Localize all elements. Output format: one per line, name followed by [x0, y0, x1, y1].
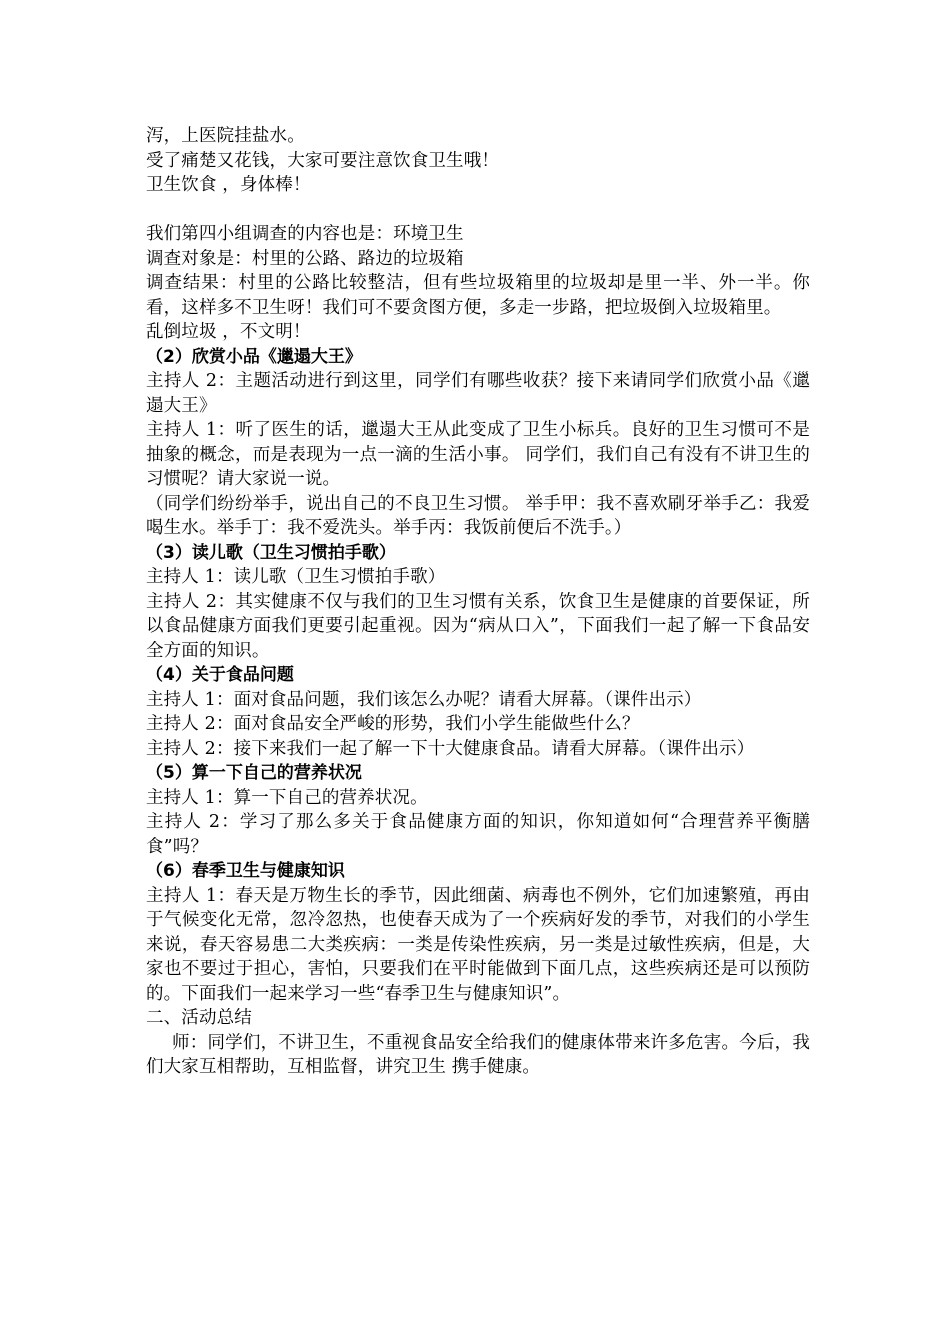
paragraph-host1-habits: 主持人 1：听了医生的话，邋遢大王从此变成了卫生小标兵。良好的卫生习惯可不是抽象的概念，而是表现为一点一滴的生活小事。 同学们，我们自己有没有不讲卫生的习惯呢？请大家说一说。: [146, 420, 810, 489]
paragraph-host2-skit: 主持人 2：主题活动进行到这里，同学们有哪些收获？接下来请同学们欣赏小品《邋遢大王》: [146, 371, 810, 416]
section-heading-3: （3）读儿歌（卫生习惯拍手歌）: [146, 542, 396, 563]
section-heading-6: （6）春季卫生与健康知识: [146, 861, 345, 881]
slogan-litter: 乱倒垃圾 ，不文明！: [146, 322, 311, 342]
paragraph-host1-food-problem: 主持人 1：面对食品问题，我们该怎么办呢？请看大屏幕。（课件出示）: [146, 689, 702, 710]
paragraph-host2-what-to-do: 主持人 2：面对食品安全严峻的形势，我们小学生能做些什么？: [146, 714, 640, 734]
paragraph-host2-food-safety: 主持人 2：其实健康不仅与我们的卫生习惯有关系，饮食卫生是健康的首要保证，所以食品健康方面我们更要引起重视。因为“病从口入”，下面我们一起了解一下食品安全方面的知识。: [146, 591, 810, 661]
paragraph-host1-spring: 主持人 1：春天是万物生长的季节，因此细菌、病毒也不例外，它们加速繁殖，再由于气候变化无常，忽冷忽热，也使春天成为了一个疾病好发的季节，对我们的小学生来说，春天容易患二大类疾病：一类是传染性疾病，另一类是过敏性疾病，但是，大家也不要过于担心，害怕，只要我们在平时能做到下面几点，这些疾病还是可以预防的。下面我们一起来学习一些“春季卫生与健康知识”。: [146, 885, 810, 1004]
section-heading-5: （5）算一下自己的营养状况: [146, 763, 362, 783]
section-summary-heading: 二、活动总结: [146, 1008, 252, 1028]
paragraph-host2-balanced-diet: 主持人 2：学习了那么多关于食品健康方面的知识，你知道如何“合理营养平衡膳食”吗？: [146, 812, 810, 857]
paragraph-host2-top-foods: 主持人 2：接下来我们一起了解一下十大健康食品。请看大屏幕。（课件出示）: [146, 738, 755, 759]
paragraph-diarrhea: 泻，上医院挂盐水。: [146, 126, 305, 146]
paragraph-students-respond: （同学们纷纷举手，说出自己的不良卫生习惯。 举手甲：我不喜欢刷牙举手乙：我爱喝生水。举手丁：我不爱洗头。举手丙：我饭前便后不洗手。）: [146, 493, 810, 538]
section-heading-4: （4）关于食品问题: [146, 665, 294, 685]
paragraph-survey-result: 调查结果：村里的公路比较整洁，但有些垃圾箱里的垃圾却是里一半、外一半。你看，这样多不卫生呀！我们可不要贪图方便，多走一步路，把垃圾倒入垃圾箱里。: [146, 273, 810, 318]
paragraph-group4-topic: 我们第四小组调查的内容也是：环境卫生: [146, 224, 464, 244]
paragraph-survey-target: 调查对象是：村里的公路、路边的垃圾箱: [146, 248, 464, 269]
slogan-hygiene-diet: 卫生饮食 ，身体棒！: [146, 175, 311, 195]
blank-line: [146, 198, 810, 223]
section-heading-2: （2）欣赏小品《邋遢大王》: [146, 346, 362, 367]
paragraph-teacher-summary: 师：同学们，不讲卫生，不重视食品安全给我们的健康体带来许多危害。今后，我们大家互相帮助，互相监督，讲究卫生 携手健康。: [146, 1032, 810, 1077]
paragraph-pain-cost: 受了痛楚又花钱，大家可要注意饮食卫生哦！: [146, 150, 499, 171]
document-page: [146, 124, 810, 1080]
paragraph-host1-song: 主持人 1：读儿歌（卫生习惯拍手歌）: [146, 567, 446, 587]
paragraph-host1-nutrition: 主持人 1：算一下自己的营养状况。: [146, 787, 428, 808]
